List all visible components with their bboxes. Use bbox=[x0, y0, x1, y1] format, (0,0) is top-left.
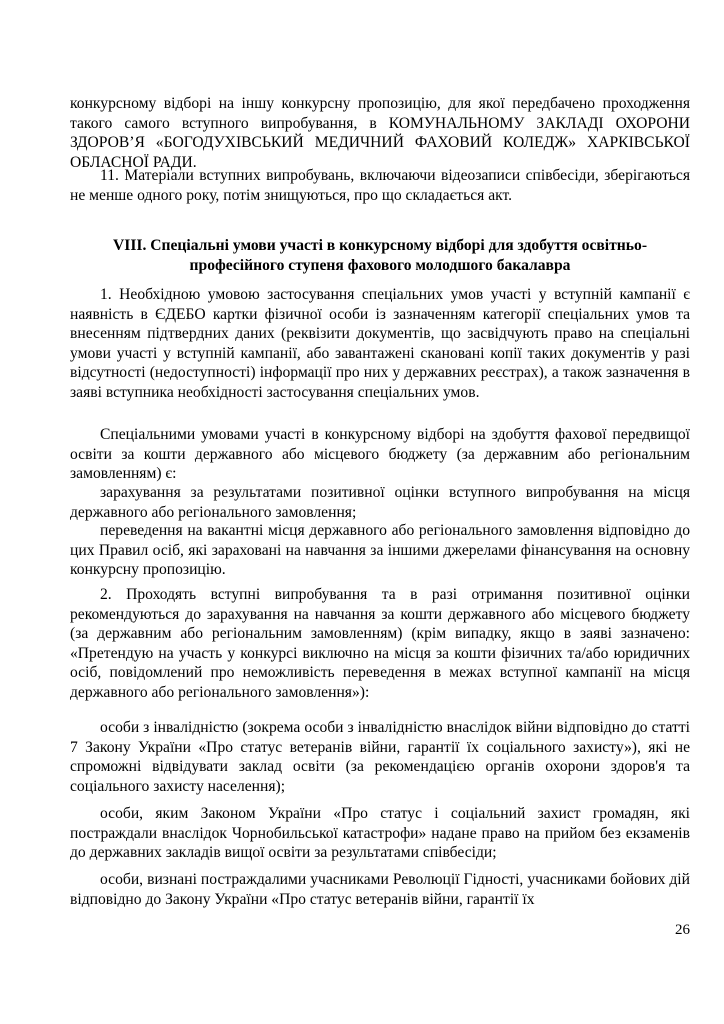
paragraph-enrollment: зарахування за результатами позитивної оцінки вступного випробування на місця державного або регіонального замовлення; bbox=[70, 484, 690, 521]
paragraph-chornobyl: особи, яким Законом України «Про статус і соціальний захист громадян, які постраждали внаслідок Чорнобильської катастрофи» надане право на прийом без екзаменів до державних закладів вищої освіти за результатами співбесіди; bbox=[70, 805, 690, 862]
page-number: 26 bbox=[675, 922, 690, 938]
section-heading: VIII. Спеціальні умови участі в конкурсному відборі для здобуття освітньо-професійного ступеня фахового молодшого бакалавра bbox=[112, 237, 648, 274]
paragraph-transfer: переведення на вакантні місця державного або регіонального замовлення відповідно до цих Правил осіб, які зараховані на навчання за іншими джерелами фінансування на основну конкурсну пропозицію. bbox=[70, 522, 690, 579]
paragraph-disabled-persons: особи з інвалідністю (зокрема особи з інвалідністю внаслідок війни відповідно до статті 7 Закону України «Про статус ветеранів війни, гарантії їх соціального захисту»), які не спроможні відвідувати заклад освіти (за рекомендацією органів охорони здоров'я та соціального захисту населення); bbox=[70, 719, 690, 795]
paragraph-revolution: особи, визнані постраждалими учасниками Революції Гідності, учасниками бойових дій відповідно до Закону України «Про статус ветеранів війни, гарантії їх bbox=[70, 871, 690, 908]
paragraph-item-11: 11. Матеріали вступних випробувань, включаючи відеозаписи співбесіди, зберігаються не менше одного року, потім знищуються, про що складається акт. bbox=[70, 167, 690, 204]
paragraph-special-conditions: Спеціальними умовами участі в конкурсному відборі на здобуття фахової передвищої освіти за кошти державного або місцевого бюджету (за державним або регіональним замовленням) є: bbox=[70, 426, 690, 483]
paragraph-item-1: 1. Необхідною умовою застосування спеціальних умов участі у вступній кампанії є наявність в ЄДЕБО картки фізичної особи із зазначенням категорії спеціальних умов та внесенням підтвердних даних (реквізити документів, що засвідчують право на спеціальні умови участі у вступній кампанії, або завантажені скановані копії таких документів у разі відсутності (недоступності) інформації про них у державних реєстрах), а також зазначення в заяві вступника необхідності застосування спеціальних умов. bbox=[70, 286, 690, 401]
paragraph-continuation: конкурсному відборі на іншу конкурсну пропозицію, для якої передбачено проходження такого самого вступного випробування, в КОМУНАЛЬНОМУ ЗАКЛАДІ ОХОРОНИ ЗДОРОВ’Я «БОГОДУХІВСЬКИЙ МЕДИЧНИЙ ФАХОВИЙ КОЛЕДЖ» ХАРКІВСЬКОЇ ОБЛАСНОЇ РАДИ. bbox=[70, 95, 690, 171]
paragraph-item-2: 2. Проходять вступні випробування та в разі отримання позитивної оцінки рекомендуються до зарахування на навчання за кошти державного або місцевого бюджету (за державним або регіональним замовленням) (крім випадку, якщо в заяві зазначено: «Претендую на участь у конкурсі виключно на місця за кошти фізичних та/або юридичних осіб, повідомлений про неможливість переведення в межах вступної кампанії на місця державного або регіонального замовлення»): bbox=[70, 586, 690, 701]
